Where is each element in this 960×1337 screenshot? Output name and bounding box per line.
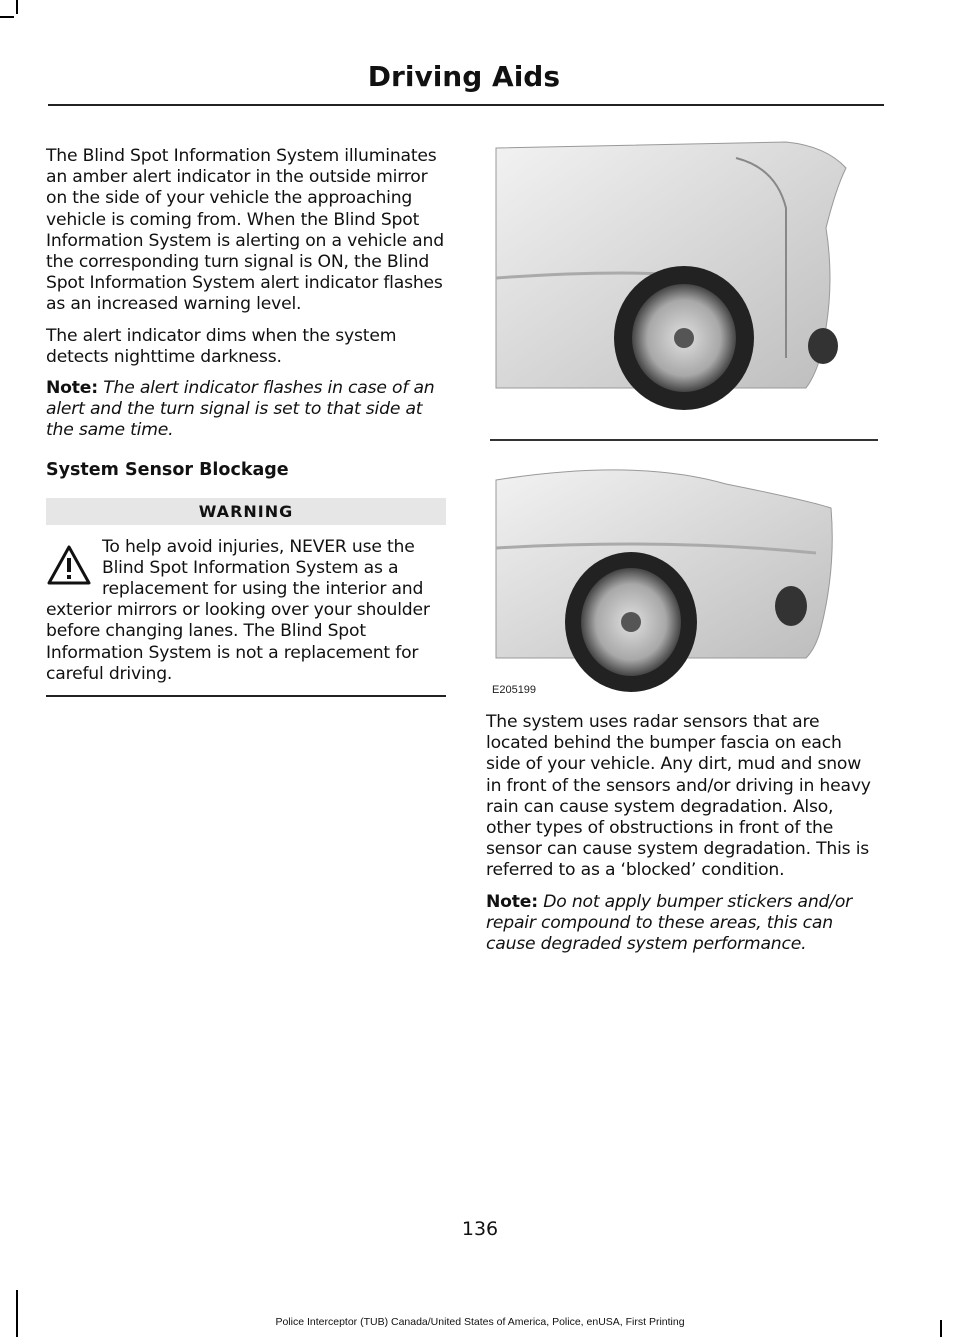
- warning-triangle-icon: [46, 543, 92, 589]
- header-divider: [48, 104, 884, 106]
- note-text: Do not apply bumper stickers and/or repair compound to these areas, this can cause degraded system performance.: [486, 891, 853, 955]
- note-label: Note:: [486, 891, 538, 912]
- warning-text: To help avoid injuries, NEVER use the Blind Spot Information System as a replacement for using the interior and exterior mirrors or looking over your shoulder before changing lanes. The Blind Spot Information System is not a replacement for careful driving.: [46, 536, 430, 684]
- warning-body: [46, 537, 446, 685]
- section-heading: System Sensor Blockage: [46, 459, 289, 480]
- right-column: [486, 712, 880, 965]
- paragraph: The alert indicator dims when the system detects nighttime darkness.: [46, 325, 397, 367]
- note: [486, 892, 880, 956]
- crop-mark: [16, 1290, 18, 1337]
- note-label: Note:: [46, 378, 98, 399]
- paragraph: The system uses radar sensors that are located behind the bumper fascia on each side of your vehicle. Any dirt, mud and snow in front of the sensors and/or driving in heavy rain can cause system degradation. Also, other types of obstructions in front of the sensor can cause system degradation. This is referred to as a ‘blocked’ condition.: [486, 712, 871, 881]
- note: [46, 378, 446, 442]
- page-number: 136: [461, 1218, 499, 1240]
- left-column: [46, 146, 446, 697]
- warning-box: [46, 498, 446, 697]
- paragraph: The Blind Spot Information System illuminates an amber alert indicator in the outside mirror on the side of your vehicle the approaching vehicle is coming from. When the Blind Spot Information System is alerting on a vehicle and the corresponding turn signal is ON, the Blind Spot Information System alert indicator flashes as an increased warning level.: [46, 146, 444, 315]
- note-text: The alert indicator flashes in case of an alert and the turn signal is set to that side at the same time.: [46, 378, 435, 441]
- warning-divider: [46, 695, 446, 697]
- figure-code: E205199: [492, 684, 537, 696]
- page-title: Driving Aids: [367, 60, 560, 93]
- crop-mark: [0, 16, 14, 18]
- warning-title: WARNING: [46, 498, 446, 525]
- footer-text: Police Interceptor (TUB) Canada/United States of America, Police, enUSA, First Printing: [275, 1316, 685, 1328]
- crop-mark: [16, 0, 18, 14]
- vehicle-sensor-illustration: [486, 128, 882, 700]
